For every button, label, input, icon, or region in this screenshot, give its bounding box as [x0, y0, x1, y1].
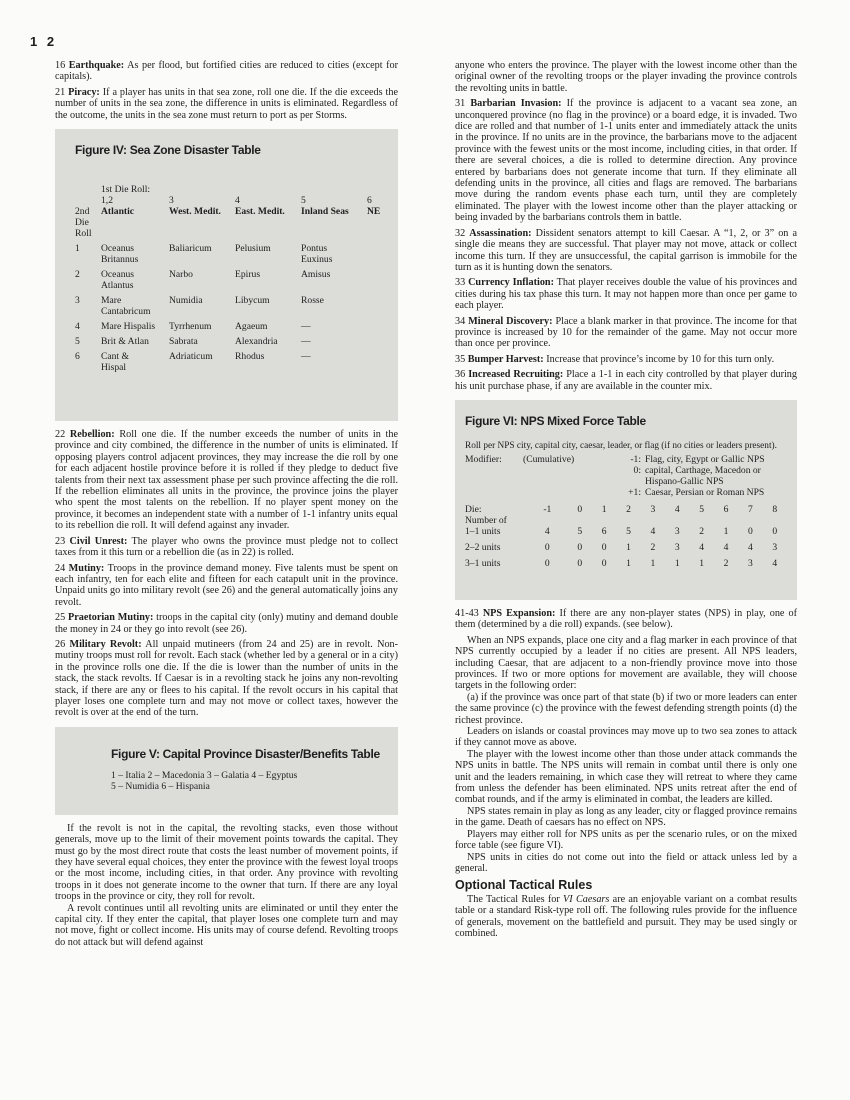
- section-heading-optional-tactical-rules: Optional Tactical Rules: [455, 878, 593, 893]
- left-column: [55, 60, 398, 948]
- rule-24: 24 Mutiny: Troops in the province demand money. Five talents must be spent on each infantry, ten for each elite and fifteen for each catapult unit in the province. Unpaid units go into military revolt (see 26) and the general automatically joins any revolt.: [55, 562, 399, 608]
- nps-paragraph-4: The player with the lowest income other than those under attack commands the NPS units in battle. The NPS units will remain in combat until there is only one unit and the leaders remaining, in which case they will retreat to where they came from unless the defender has been eliminated. NPS units retreat after the end of combat rounds, and if the army is eliminated in combat, the leaders are killed.: [455, 748, 797, 806]
- figure-vi-title: Figure VI: NPS Mixed Force Table: [465, 413, 646, 428]
- right-column: [455, 60, 797, 939]
- nps-paragraph-7: NPS units in cities do not come out into the field or attack unless led by a general.: [455, 851, 797, 874]
- nps-paragraph-6: Players may either roll for NPS units as per the scenario rules, or on the mixed force table (see figure VI).: [455, 828, 797, 852]
- nps-paragraph-5: NPS states remain in play as long as any leader, city or flagged province remains in the game. Death of caesars has no effect on NPS.: [455, 805, 797, 829]
- nps-force-table: Die: -1 0 1 2 3 4 5 6 7 8 Number of 1–1 units 4 5 6 5 4 3 2 1 0 0 2–2 units 0 0 0 1 2 3 4 4 4 3 3–1 units 0 0 0 1 1 1 1 2 3 4: [465, 503, 778, 569]
- nps-paragraph-2: (a) if the province was once part of that state (b) if two or more leaders can enter the same province (c) the province with the fewest defending strength points (d) the richest province.: [455, 691, 797, 726]
- rule-26: 26 Military Revolt: All unpaid mutineers (from 24 and 25) are in revolt. Non-mutiny troops must roll for revolt. Each stack (whether led by a general or in a city) in the province rolls one die. If the die is lower than the number of units in the stack, the stack revolts. If Caesar is in a revolting stack he joins any non-revolting stack, if there are any or flees to his capital. If the revolt occurs in his capital that player loses one complete turn and may not move or collect taxes, however the revolt is over at the end of the turn.: [55, 638, 399, 719]
- revolt-continued: anyone who enters the province. The player with the lowest income other than the original owner of the revolting troops or the player invading the province controls the revolting units in battle.: [455, 60, 797, 94]
- rule-21: 21 Piracy: If a player has units in that sea zone, roll one die. If the die exceeds the number of units in the sea zone, the difference in units is eliminated. Regardless of the outcome, the units in the sea zone must return to port as per Storms.: [55, 86, 398, 121]
- page-number: 1 2: [30, 34, 58, 49]
- figure-v-capital-table: [55, 727, 398, 815]
- sea-zone-table: 1st Die Roll: 1,2 3 4 5 6 2nd Atlantic West. Medit. East. Medit. Inland Seas NE Die Roll 1 Oceanus Britannus Baliaricum Pelusium Pontus Euxinus 2 Oceanus Atlantus Narbo Epirus Amisus 3 Mare Cantabricum Numidia Libycum Rosse 4 Mare Hispalis Tyrrhenum Agaeum — 5 Brit & Atlan Sabrata Alexandria — 6 Cant & Hispal Adriaticum Rhodus —: [75, 184, 381, 374]
- modifier-block: Modifier: (Cumulative) -1: 0: +1: Flag, city, Egypt or Gallic NPS capital, Carthage, Macedon or Hispano-Gallic NPS Caesar, Persian or Roman NPS: [465, 453, 765, 498]
- rule-25: 25 Praetorian Mutiny: troops in the capital city (only) mutiny and demand double the money in 24 or they go into revolt (see 26).: [55, 612, 398, 635]
- figure-v-line-2: 5 – Numidia 6 – Hispania: [111, 780, 210, 792]
- figure-v-line-1: 1 – Italia 2 – Macedonia 3 – Galatia 4 – Egyptus: [111, 769, 298, 781]
- figure-v-title: Figure V: Capital Province Disaster/Benefits Table: [111, 746, 380, 761]
- optional-rules-paragraph: The Tactical Rules for VI Caesars are an enjoyable variant on a combat results table or a standard Risk-type roll off. The following rules provide for the influence of generals, movement on the battlefield and pursuit. They may be used singly or combined.: [455, 893, 798, 939]
- rule-36: 36 Increased Recruiting: Place a 1-1 in each city controlled by that player during his unit purchase phase, if any are available in the counter mix.: [455, 369, 797, 392]
- rule-32: 32 Assassination: Dissident senators attempt to kill Caesar. A “1, 2, or 3” on a single die means they are successful. That player may not move, attack or collect income this turn. If they are unsuccessful, the capital garrison is immobile for the turn as it is hunting down the senators.: [455, 227, 797, 273]
- rule-34: 34 Mineral Discovery: Place a blank marker in that province. The income for that province is increased by 10 for the remainder of the game. May not occur more than once per province.: [455, 315, 797, 350]
- nps-paragraph-1: When an NPS expands, place one city and a flag marker in each province of that NPS currently occupied by a leader if no cities are present. All NPS leaders, including Caesar, that are adjacent to a non-friendly province move into those provinces. If two or more options for movement are available, they will choose targets in the following order:: [455, 634, 797, 692]
- rule-41-43: 41-43 NPS Expansion: If there are any non-player states (NPS) in play, one of them (determined by a die roll) expands. (see below).: [455, 607, 797, 631]
- rule-31: 31 Barbarian Invasion: If the province is adjacent to a vacant sea zone, an unconquered province (no flag in the province) or a board edge, it is invaded. Two dice are rolled and that number of 1-1 units enter and immediately attack the units in the province. If no units are in the province, the barbarians move to the adjacent province with the fewest units or the most income, including cities, in that order. If there are several choices, a die is rolled to determine direction. Any province entered by barbarians does not generate income that turn. If they eliminate all defending units in the province, all cities and flags are removed. The barbarians move during the random events phase each turn, until they are completely eliminated. The player with the lowest income other than the player attacking or being invaded by the barbarians controls them in battle.: [455, 98, 798, 224]
- revolt-paragraph-2: A revolt continues until all revolting units are eliminated or until they enter the capital city. If they enter the capital, that player loses one complete turn and may not move, fight or collect income. His units may of course defend. Revolting troops do not attack but will defend against: [55, 902, 398, 948]
- figure-vi-subtitle: Roll per NPS city, capital city, caesar, leader, or flag (if no cities or leaders present).: [465, 440, 777, 451]
- revolt-paragraph-1: If the revolt is not in the capital, the revolting stacks, even those without generals, move up to the limit of their movement points towards the capital. They must go by the most direct route that costs the least number of movement points, if they have several equal choices, they enter the province with the fewest loyal troops or the most income, including cities, in that order. Any province with revolting troops in it does not generate income to the owner that turn. If there are any loyal troops in the province or city, they roll for revolt.: [55, 822, 398, 903]
- rule-23: 23 Civil Unrest: The player who owns the province must pledge not to collect taxes from it this turn or a rebellion die (as in 22) is rolled.: [55, 535, 399, 559]
- rule-35: 35 Bumper Harvest: Increase that province’s income by 10 for this turn only.: [455, 353, 775, 365]
- figure-iv-title: Figure IV: Sea Zone Disaster Table: [75, 143, 261, 158]
- rule-33: 33 Currency Inflation: That player receives double the value of his provinces and cities during his tax phase this turn. It may not happen more than once per game to each player.: [455, 277, 798, 312]
- figure-iv-sea-zone-table: [55, 129, 398, 421]
- nps-paragraph-3: Leaders on islands or coastal provinces may move up to two sea zones to attack if they cannot move as above.: [455, 726, 797, 749]
- figure-vi-nps-table: [455, 400, 797, 600]
- rule-22: 22 Rebellion: Roll one die. If the number exceeds the number of units in the province and city combined, the difference in the number of units is eliminated. If opposing players control adjacent provinces, they may increase the die roll by one for each adjacent hostile province before it is rolled if they pledge to deduct five talents from their next tax assessment phase per such province affecting the die roll. If the rebellion eliminates all units in the province, the province joins the player who spent the most talents on the rebellion. If no player spent money on the province, it becomes an independent state with a number of 1-1 infantry units equal to its rebellion die roll. It will defend against any invader.: [55, 429, 399, 532]
- rule-16: 16 Earthquake: As per flood, but fortified cities are reduced to cities (except for capitals).: [55, 60, 398, 83]
